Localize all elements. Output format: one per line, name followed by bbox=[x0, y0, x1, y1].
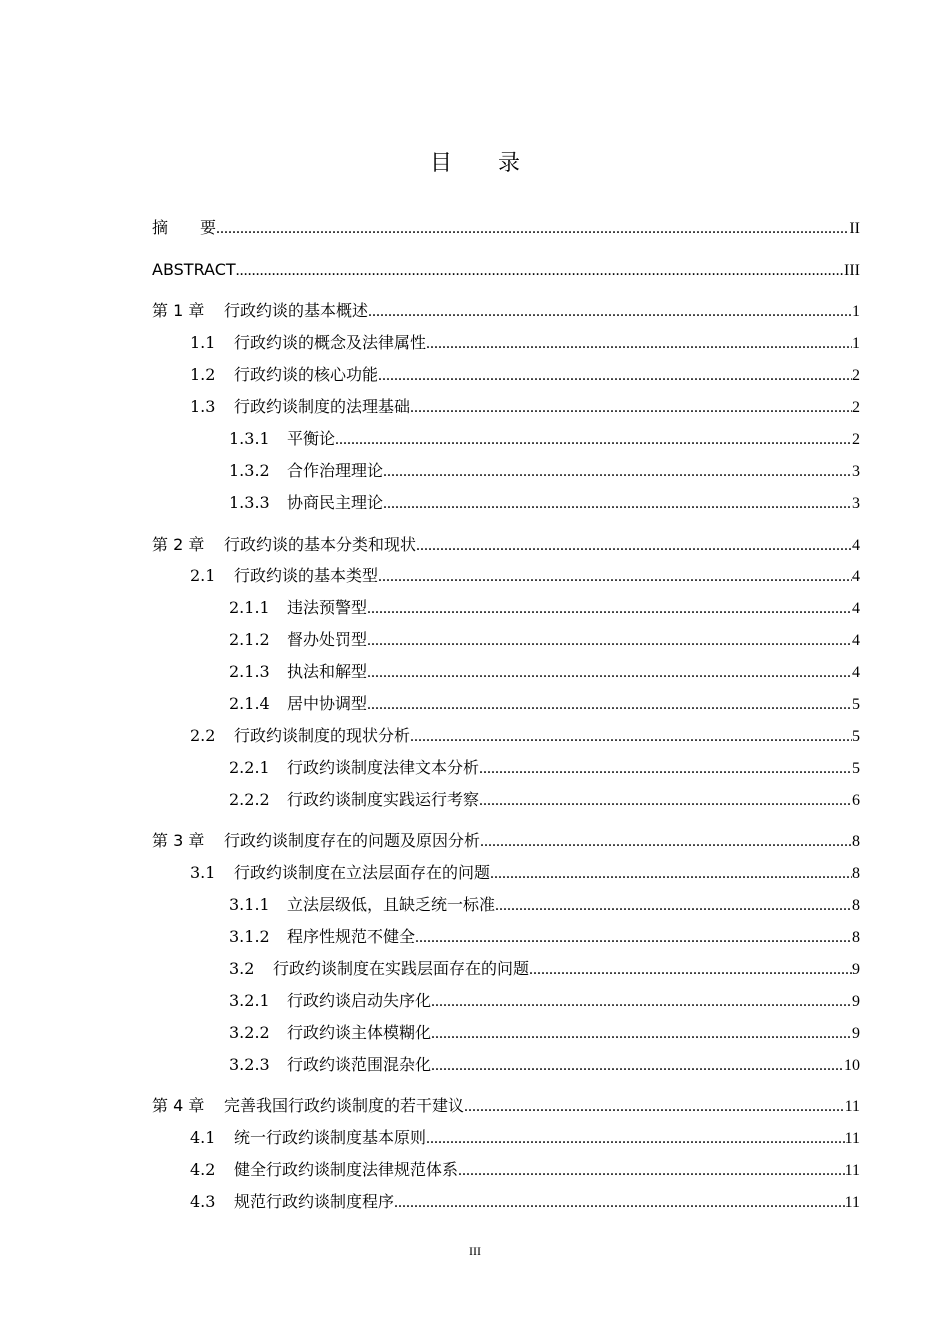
toc-entry-number: 3.2 bbox=[229, 959, 255, 978]
toc-entry-number: 3.1.1 bbox=[229, 895, 270, 914]
toc-entry-page: 6 bbox=[852, 792, 860, 809]
toc-entry-title: 居中协调型 bbox=[287, 694, 368, 713]
toc-entry-number: 1.2 bbox=[190, 365, 216, 384]
toc-leader-dots bbox=[367, 631, 852, 651]
toc-entry[interactable] bbox=[229, 758, 860, 779]
toc-entry-page: 4 bbox=[852, 664, 860, 681]
toc-entry-title: 行政约谈制度在立法层面存在的问题 bbox=[234, 863, 491, 882]
toc-entry-number: 3.2.3 bbox=[229, 1055, 270, 1074]
toc-leader-dots bbox=[383, 494, 852, 514]
toc-leader-dots bbox=[216, 219, 849, 239]
toc-entry-number: 1.3.2 bbox=[229, 461, 270, 480]
toc-leader-dots bbox=[464, 1097, 845, 1117]
toc-entry-title: 程序性规范不健全 bbox=[287, 927, 416, 946]
toc-entry-page: 5 bbox=[852, 760, 860, 777]
toc-leader-dots bbox=[495, 896, 852, 916]
toc-entry[interactable] bbox=[190, 1192, 860, 1213]
toc-entry-title: 行政约谈的基本分类和现状 bbox=[224, 535, 417, 554]
toc-entry[interactable] bbox=[229, 1055, 860, 1076]
toc-leader-dots bbox=[426, 334, 852, 354]
toc-entry-title: 平衡论 bbox=[287, 429, 336, 448]
toc-entry-page: 9 bbox=[852, 961, 860, 978]
toc-entry-number: 2.1.1 bbox=[229, 598, 270, 617]
toc-entry-page: 5 bbox=[852, 728, 860, 745]
toc-entry-page: 1 bbox=[852, 303, 860, 320]
toc-entry[interactable] bbox=[190, 1160, 860, 1181]
toc-leader-dots bbox=[529, 960, 852, 980]
toc-title-char-1: 目 bbox=[429, 151, 452, 176]
toc-entry-number: 2.2.2 bbox=[229, 790, 270, 809]
toc-entry[interactable] bbox=[152, 218, 860, 239]
toc-entry[interactable] bbox=[190, 863, 860, 884]
toc-entry-title: 合作治理理论 bbox=[287, 461, 384, 480]
toc-entry-page: 11 bbox=[844, 1162, 860, 1179]
toc-entry-page: 10 bbox=[844, 1057, 860, 1074]
toc-leader-dots bbox=[367, 663, 852, 683]
toc-entry[interactable] bbox=[229, 662, 860, 683]
toc-entry[interactable] bbox=[190, 333, 860, 354]
toc-entry-number: 4.1 bbox=[190, 1128, 216, 1147]
toc-entry[interactable] bbox=[229, 991, 860, 1012]
toc-entry-page: 4 bbox=[852, 568, 860, 585]
toc-entry[interactable] bbox=[190, 365, 860, 386]
toc-leader-dots bbox=[367, 695, 852, 715]
toc-entry-title: 行政约谈制度法律文本分析 bbox=[287, 758, 480, 777]
toc-title bbox=[0, 146, 950, 177]
toc-leader-dots bbox=[378, 567, 852, 587]
toc-entry-title: 行政约谈的核心功能 bbox=[234, 365, 379, 384]
toc-entry[interactable] bbox=[229, 895, 860, 916]
toc-leader-dots bbox=[431, 1056, 844, 1076]
toc-entry[interactable] bbox=[152, 535, 860, 556]
toc-entry[interactable] bbox=[229, 694, 860, 715]
page-number-footer: III bbox=[469, 1244, 481, 1258]
toc-entry[interactable] bbox=[190, 397, 860, 418]
toc-entry-page: 2 bbox=[852, 367, 860, 384]
toc-leader-dots bbox=[415, 928, 852, 948]
toc-leader-dots bbox=[378, 366, 852, 386]
toc-entry-title: 完善我国行政约谈制度的若干建议 bbox=[224, 1096, 465, 1115]
toc-entry-number: 1.3.3 bbox=[229, 493, 270, 512]
toc-entry-number: 3.2.1 bbox=[229, 991, 270, 1010]
toc-entry-title: 行政约谈的基本概述 bbox=[224, 301, 369, 320]
toc-entry-title: 行政约谈的基本类型 bbox=[234, 566, 379, 585]
toc-entry[interactable] bbox=[152, 831, 860, 852]
toc-leader-dots bbox=[410, 398, 852, 418]
toc-entry-number: 4.3 bbox=[190, 1192, 216, 1211]
toc-leader-dots bbox=[367, 599, 852, 619]
toc-entry-number: 4.2 bbox=[190, 1160, 216, 1179]
toc-entry-page: 8 bbox=[852, 929, 860, 946]
toc-entry[interactable] bbox=[152, 260, 860, 281]
toc-entry-number: 第 2 章 bbox=[152, 535, 205, 554]
toc-entry-page: III bbox=[844, 262, 860, 279]
toc-entry-page: 3 bbox=[852, 495, 860, 512]
toc-leader-dots bbox=[479, 759, 852, 779]
toc-entry-title: 行政约谈制度的现状分析 bbox=[234, 726, 411, 745]
toc-entry-number: 2.1.2 bbox=[229, 630, 270, 649]
toc-leader-dots bbox=[458, 1161, 845, 1181]
toc-entry[interactable] bbox=[229, 959, 860, 980]
toc-entry-page: 11 bbox=[844, 1130, 860, 1147]
toc-leader-dots bbox=[431, 1024, 852, 1044]
toc-leader-dots bbox=[236, 261, 844, 281]
toc-entry-number: 第 4 章 bbox=[152, 1096, 205, 1115]
toc-entry-title: 规范行政约谈制度程序 bbox=[234, 1192, 395, 1211]
toc-entry[interactable] bbox=[152, 301, 860, 322]
toc-entry-title: 行政约谈制度实践运行考察 bbox=[287, 790, 480, 809]
toc-entry-title: 统一行政约谈制度基本原则 bbox=[234, 1128, 427, 1147]
toc-entry-number: 2.1 bbox=[190, 566, 216, 585]
toc-entry-title: 协商民主理论 bbox=[287, 493, 384, 512]
toc-entry-page: 3 bbox=[852, 463, 860, 480]
toc-entry-number: 1.3 bbox=[190, 397, 216, 416]
toc-entry-number: 第 3 章 bbox=[152, 831, 205, 850]
toc-entry[interactable] bbox=[229, 598, 860, 619]
toc-entry-title: 行政约谈制度在实践层面存在的问题 bbox=[273, 959, 530, 978]
toc-entry-number: 1.3.1 bbox=[229, 429, 270, 448]
toc-entry-page: 2 bbox=[852, 399, 860, 416]
toc-entry-title: 健全行政约谈制度法律规范体系 bbox=[234, 1160, 459, 1179]
toc-entry-title: 行政约谈主体模糊化 bbox=[287, 1023, 432, 1042]
toc-entry[interactable] bbox=[229, 790, 860, 811]
toc-leader-dots bbox=[416, 536, 852, 556]
toc-entry-number: 2.1.4 bbox=[229, 694, 270, 713]
toc-entry-page: 2 bbox=[852, 431, 860, 448]
toc-leader-dots bbox=[383, 462, 852, 482]
toc-entry-number: 3.1 bbox=[190, 863, 216, 882]
toc-entry-title: 违法预警型 bbox=[287, 598, 368, 617]
toc-entry[interactable] bbox=[229, 493, 860, 514]
toc-entry[interactable] bbox=[229, 927, 860, 948]
toc-entry-title: 行政约谈的概念及法律属性 bbox=[234, 333, 427, 352]
toc-entry[interactable] bbox=[190, 726, 860, 747]
toc-leader-dots bbox=[335, 430, 852, 450]
toc-entry-number: 2.2.1 bbox=[229, 758, 270, 777]
toc-title-char-2: 录 bbox=[498, 151, 521, 176]
toc-entry-page: 4 bbox=[852, 537, 860, 554]
toc-entry-number: ABSTRACT bbox=[152, 260, 236, 279]
toc-leader-dots bbox=[426, 1129, 845, 1149]
toc-leader-dots bbox=[479, 791, 852, 811]
toc-entry-number: 第 1 章 bbox=[152, 301, 205, 320]
toc-entry-title: 立法层级低，且缺乏统一标准 bbox=[287, 895, 496, 914]
toc-entry-title: 督办处罚型 bbox=[287, 630, 368, 649]
toc-entry[interactable] bbox=[229, 429, 860, 450]
toc-entry-page: 8 bbox=[852, 897, 860, 914]
toc-entry-page: 8 bbox=[852, 865, 860, 882]
toc-entry-title: 行政约谈制度存在的问题及原因分析 bbox=[224, 831, 481, 850]
toc-entry-title: 行政约谈制度的法理基础 bbox=[234, 397, 411, 416]
toc-entry-page: 9 bbox=[852, 1025, 860, 1042]
toc-entry[interactable] bbox=[229, 1023, 860, 1044]
toc-entry[interactable] bbox=[229, 630, 860, 651]
toc-entry-number: 摘 要 bbox=[152, 218, 217, 237]
toc-entry[interactable] bbox=[190, 1128, 860, 1149]
toc-entry[interactable] bbox=[152, 1096, 860, 1117]
toc-entry-number: 3.2.2 bbox=[229, 1023, 270, 1042]
toc-leader-dots bbox=[490, 864, 852, 884]
toc-entry-page: 11 bbox=[844, 1194, 860, 1211]
toc-leader-dots bbox=[431, 992, 852, 1012]
toc-entry-number: 2.1.3 bbox=[229, 662, 270, 681]
toc-entry-page: 4 bbox=[852, 600, 860, 617]
toc-entry-page: II bbox=[849, 220, 860, 237]
toc-entry-page: 8 bbox=[852, 833, 860, 850]
toc-entry[interactable] bbox=[229, 461, 860, 482]
toc-entry[interactable] bbox=[190, 566, 860, 587]
toc-entry-title: 执法和解型 bbox=[287, 662, 368, 681]
toc-entry-page: 4 bbox=[852, 632, 860, 649]
toc-entry-page: 1 bbox=[852, 335, 860, 352]
toc-entry-title: 行政约谈范围混杂化 bbox=[287, 1055, 432, 1074]
toc-entry-page: 11 bbox=[844, 1098, 860, 1115]
toc-leader-dots bbox=[410, 727, 852, 747]
toc-entry-page: 5 bbox=[852, 696, 860, 713]
toc-leader-dots bbox=[368, 302, 852, 322]
toc-entry-page: 9 bbox=[852, 993, 860, 1010]
toc-entry-number: 3.1.2 bbox=[229, 927, 270, 946]
toc-leader-dots bbox=[394, 1193, 845, 1213]
toc-entry-number: 2.2 bbox=[190, 726, 216, 745]
toc-entry-title: 行政约谈启动失序化 bbox=[287, 991, 432, 1010]
toc-entry-number: 1.1 bbox=[190, 333, 216, 352]
toc-leader-dots bbox=[480, 832, 852, 852]
